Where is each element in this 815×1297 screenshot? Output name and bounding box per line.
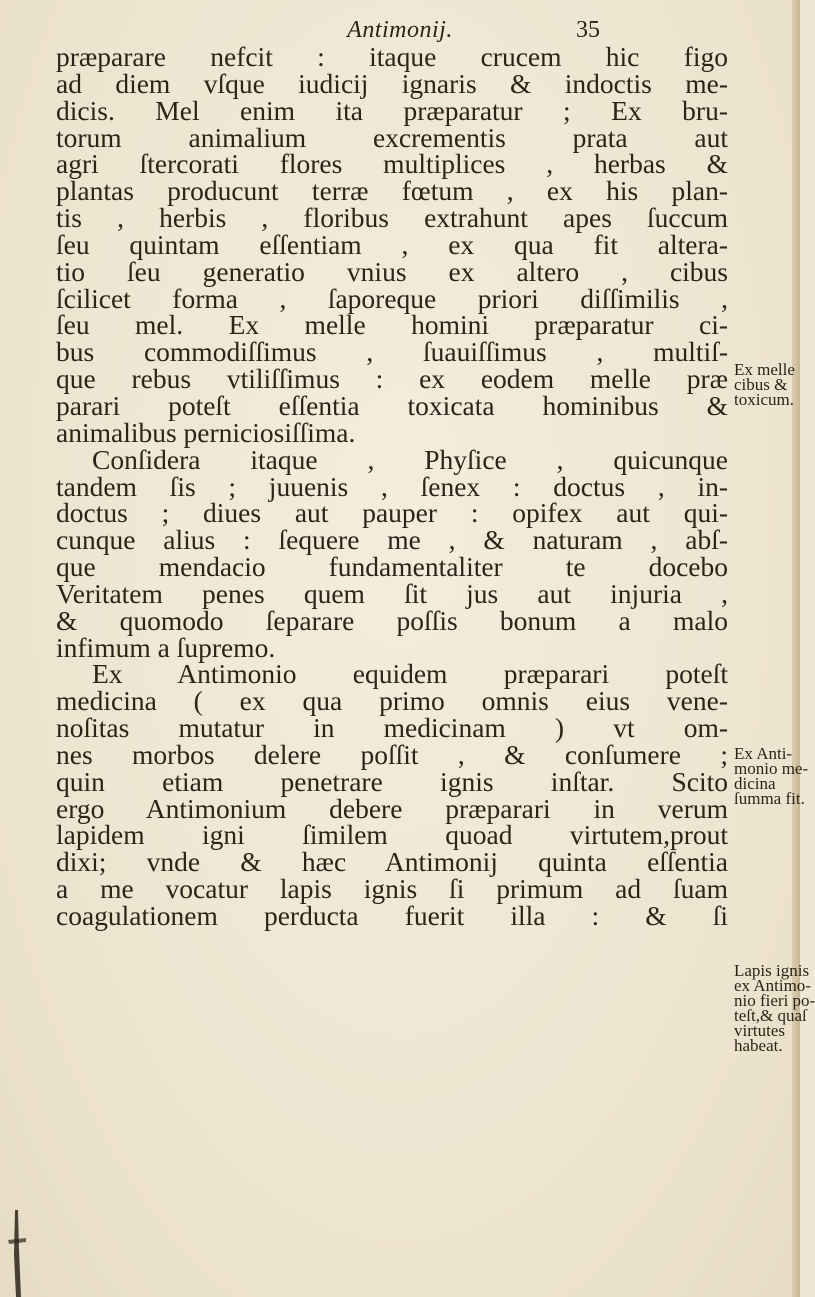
text-line: bus commodiſſimus , ſuauiſſimus , multiſ- <box>56 336 728 368</box>
margin-note-line: virtutes <box>734 1021 785 1040</box>
text-line: nes morbos delere poſſit , & conſumere ; <box>56 738 728 770</box>
text-line: ſeu quintam eſſentiam , ex qua fit altera- <box>56 228 728 260</box>
page-number: 35 <box>576 17 600 43</box>
text-line: Conſidera itaque , Phyſice , quicunque <box>92 443 728 475</box>
text-line: dicis. Mel enim ita præparatur ; Ex bru- <box>56 94 728 126</box>
margin-note-line: monio me- <box>734 759 809 778</box>
margin-note-line: teſt,& quaſ <box>734 1006 807 1025</box>
text-line: coagulationem perducta fuerit illa : & ſi <box>56 900 728 931</box>
text-line: que rebus vtiliſſimus : ex eodem melle præ <box>56 363 728 395</box>
margin-note-line: ſumma fit. <box>734 789 805 808</box>
margin-note <box>734 362 800 407</box>
margin-note-line: cibus & <box>734 375 788 394</box>
text-line: Veritatem penes quem ſit jus aut injuria , <box>56 577 728 609</box>
text-line: plantas producunt terræ fœtum , ex his plan- <box>56 175 728 207</box>
body-text <box>56 41 728 931</box>
text-line: medicina ( ex qua primo omnis eius vene- <box>56 685 728 717</box>
text-line: que mendacio fundamentaliter te docebo <box>56 551 728 583</box>
margin-note <box>734 961 815 1055</box>
page-edge <box>792 0 800 1297</box>
text-line: cunque alius : ſequere me , & naturam , abſ- <box>56 524 728 556</box>
text-line: torum animalium excrementis prata aut <box>56 121 728 153</box>
margin-note-line: toxicum. <box>734 390 794 409</box>
text-line: agri ſtercorati flores multiplices , herbas & <box>56 148 728 180</box>
running-title: Antimonij. <box>347 17 453 43</box>
ink-mark <box>6 1210 30 1297</box>
text-line: parari poteſt eſſentia toxicata hominibus & <box>56 389 728 421</box>
text-line: ergo Antimonium debere præparari in verum <box>56 792 728 824</box>
text-line: lapidem igni ſimilem quoad virtutem,prout <box>56 819 728 851</box>
text-line: Ex Antimonio equidem præparari poteſt <box>92 658 728 690</box>
margin-note-line: Lapis ignis <box>734 961 810 980</box>
margin-note-line: habeat. <box>734 1036 783 1055</box>
margin-note-line: dicina <box>734 774 776 793</box>
text-line: infimum a ſupremo. <box>56 631 276 663</box>
text-line: tis , herbis , floribus extrahunt apes ſuccum <box>56 202 728 234</box>
text-line: tio ſeu generatio vnius ex altero , cibus <box>56 255 728 287</box>
margin-note <box>734 744 809 808</box>
text-line: ſeu mel. Ex melle homini præparatur ci- <box>56 309 728 341</box>
text-line: tandem ſis ; juuenis , ſenex : doctus , in- <box>56 470 728 502</box>
text-line: noſitas mutatur in medicinam ) vt om- <box>56 712 728 744</box>
margin-note-line: Ex melle <box>734 360 795 379</box>
text-line: & quomodo ſeparare poſſis bonum a malo <box>56 604 728 636</box>
text-line: dixi; vnde & hæc Antimonij quinta eſſentia <box>56 846 728 878</box>
text-line: doctus ; diues aut pauper : opifex aut qui- <box>56 497 728 529</box>
text-line: animalibus perniciosiſſima. <box>56 416 356 448</box>
text-line: ad diem vſque iudicij ignaris & indoctis me- <box>56 67 728 99</box>
margin-note-line: ex Antimo- <box>734 976 811 995</box>
text-line: a me vocatur lapis ignis ſi primum ad ſuam <box>56 873 728 905</box>
margin-note-line: nio fieri po- <box>734 991 815 1010</box>
text-line: ſcilicet forma , ſaporeque priori diſſimilis , <box>56 282 728 314</box>
text-line: quin etiam penetrare ignis inſtar. Scito <box>56 765 728 797</box>
margin-note-line: Ex Anti- <box>734 744 793 763</box>
text-line: præparare nefcit : itaque crucem hic figo <box>56 41 728 72</box>
